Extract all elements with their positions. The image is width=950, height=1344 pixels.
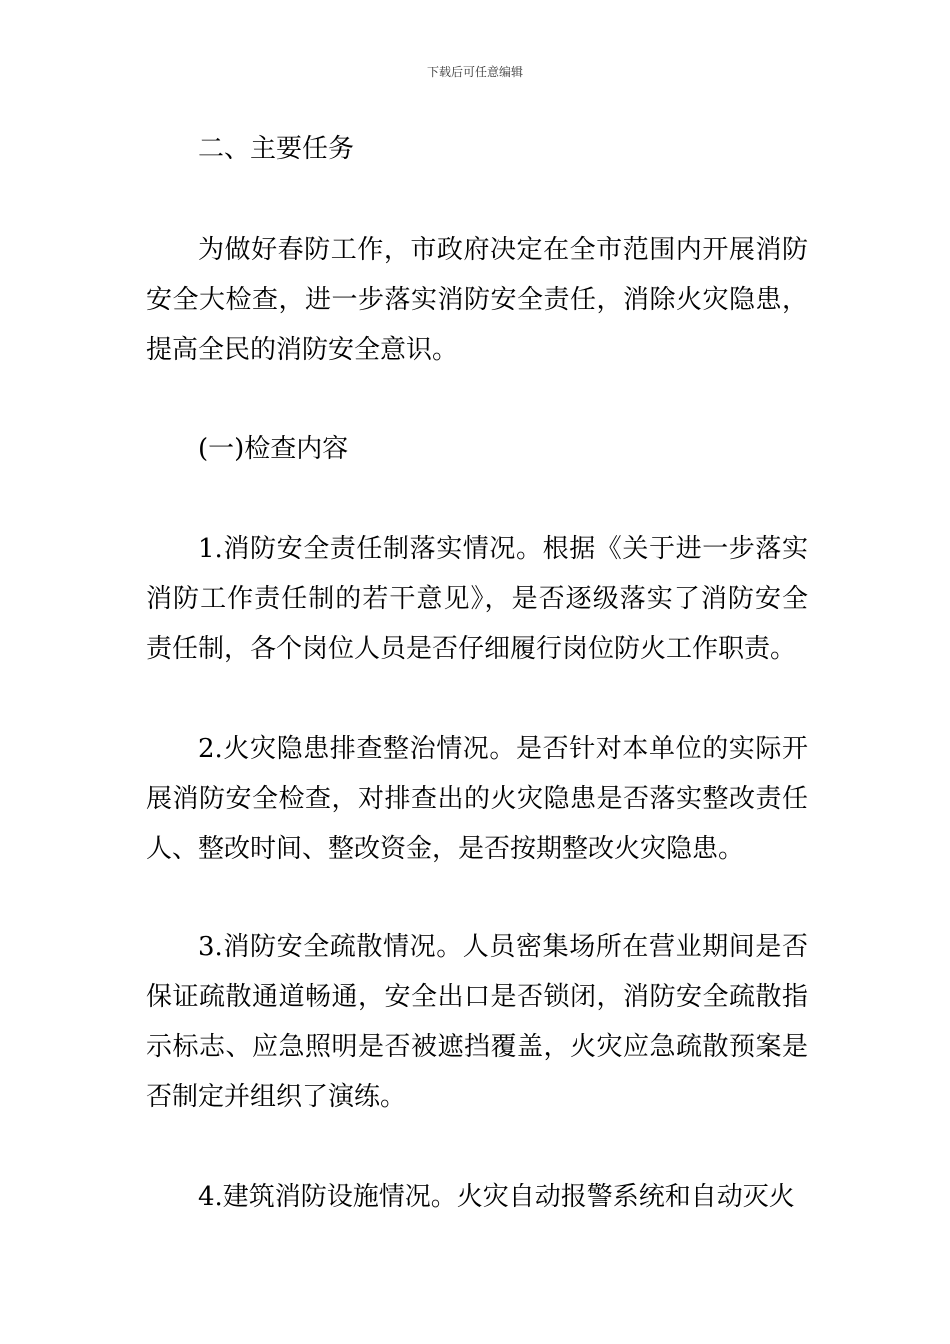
inspection-item-2: 2.火灾隐患排查整治情况。是否针对本单位的实际开展消防安全检查，对排查出的火灾隐患是否落实整改责任人、整改时间、整改资金，是否按期整改火灾隐患。 [146,734,808,864]
section-title: 二、主要任务 [198,134,355,164]
subsection-title: (一)检查内容 [198,434,349,464]
page-header-note: 下载后可任意编辑 [426,65,523,79]
inspection-item-1: 1.消防安全责任制落实情况。根据《关于进一步落实消防工作责任制的若干意见》，是否逐级落实了消防安全责任制，各个岗位人员是否仔细履行岗位防火工作职责。 [146,534,808,664]
inspection-item-4: 4.建筑消防设施情况。火灾自动报警系统和自动灭火 [198,1182,795,1212]
inspection-item-3: 3.消防安全疏散情况。人员密集场所在营业期间是否保证疏散通道畅通，安全出口是否锁闭，消防安全疏散指示标志、应急照明是否被遮挡覆盖，火灾应急疏散预案是否制定并组织了演练。 [146,932,808,1112]
intro-paragraph: 为做好春防工作，市政府决定在全市范围内开展消防安全大检查，进一步落实消防安全责任，消除火灾隐患，提高全民的消防安全意识。 [146,235,808,365]
